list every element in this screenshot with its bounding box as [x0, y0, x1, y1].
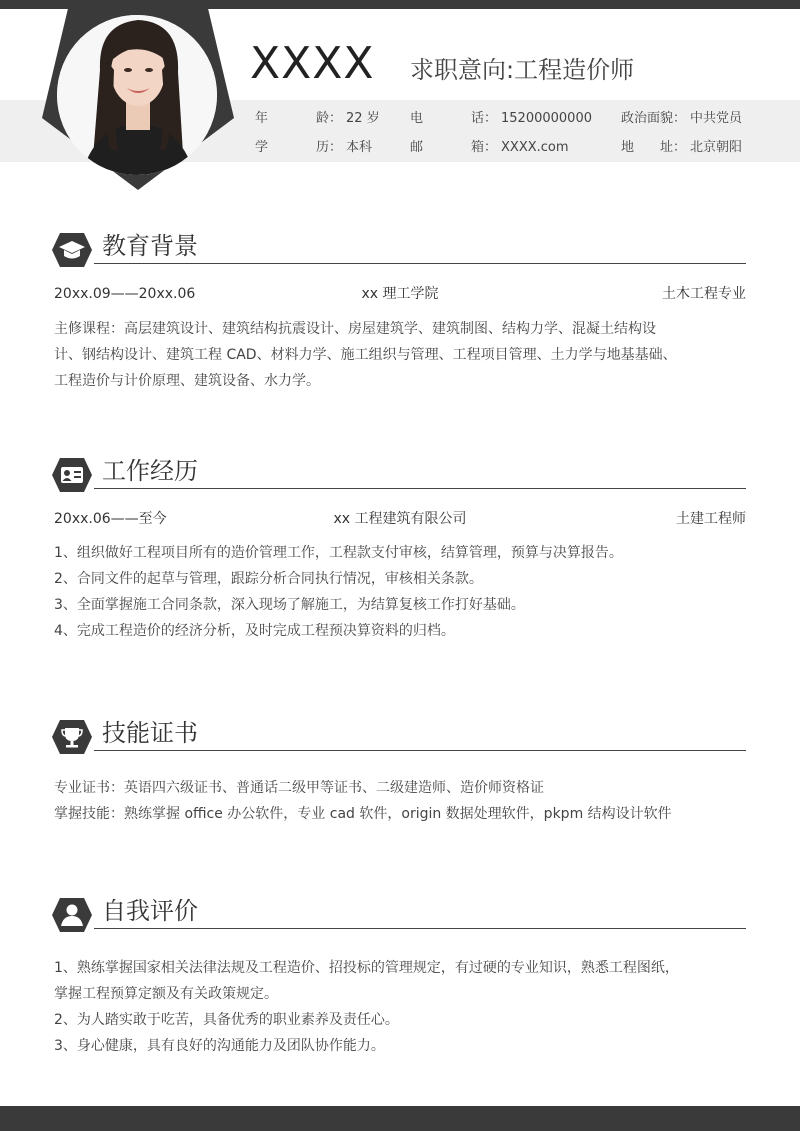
section-work-title: 工作经历	[102, 457, 198, 485]
info-age-value: 22 岁	[346, 111, 380, 126]
info-email-label: 邮箱	[410, 140, 484, 155]
section-skills-header	[52, 717, 746, 757]
course-line: 计、钢结构设计、建筑工程 CAD、材料力学、施工组织与管理、工程项目管理、土力学与地基基础、	[54, 347, 677, 363]
self-line: 1、熟练掌握国家相关法律法规及工程造价、招投标的管理规定，有过硬的专业知识，熟悉工程图纸，	[54, 960, 679, 976]
section-self-title: 自我评价	[102, 897, 198, 925]
info-education-label: 学历	[255, 140, 329, 155]
work-period: 20xx.06——至今	[54, 511, 167, 527]
bottom-bar	[0, 1106, 800, 1131]
info-email: 邮箱： XXXX.com	[410, 140, 569, 155]
duty-item: 4、完成工程造价的经济分析，及时完成工程预决算资料的归档。	[54, 623, 455, 639]
job-intent-label: 求职意向:	[410, 56, 515, 84]
person-icon	[52, 898, 92, 932]
section-divider	[94, 488, 746, 490]
skills-line: 专业证书：英语四六级证书、普通话二级甲等证书、二级建造师、造价师资格证	[54, 780, 544, 796]
avatar	[38, 0, 238, 192]
section-divider	[94, 263, 746, 265]
info-address-value: 北京朝阳	[690, 140, 743, 155]
skills-line: 掌握技能：熟练掌握 office 办公软件，专业 cad 软件，origin 数据处理软件，pkpm 结构设计软件	[54, 806, 672, 822]
education-period: 20xx.09——20xx.06	[54, 286, 196, 302]
section-divider	[94, 928, 746, 930]
duty-item: 3、全面掌握施工合同条款，深入现场了解施工，为结算复核工作打好基础。	[54, 597, 525, 613]
info-political: 政治面貌： 中共党员	[621, 111, 743, 126]
work-position: 土建工程师	[676, 511, 746, 527]
education-school: xx 理工学院	[361, 286, 439, 302]
trophy-icon	[52, 720, 92, 754]
self-evaluation	[54, 955, 748, 1059]
duty-item: 1、组织做好工程项目所有的造价管理工作，工程款支付审核，结算管理，预算与决算报告。	[54, 545, 623, 561]
job-intent-value: 工程造价师	[514, 56, 635, 84]
info-address-label: 地址	[621, 140, 673, 155]
info-phone-value: 15200000000	[501, 111, 592, 126]
info-email-value: XXXX.com	[501, 140, 569, 155]
section-divider	[94, 750, 746, 752]
duty-item: 2、合同文件的起草与管理，跟踪分析合同执行情况，审核相关条款。	[54, 571, 483, 587]
id-card-icon	[52, 458, 92, 492]
info-political-label: 政治面貌	[621, 111, 674, 126]
candidate-name: XXXX	[250, 38, 375, 89]
section-skills-title: 技能证书	[102, 719, 198, 747]
info-address: 地址： 北京朝阳	[621, 140, 743, 155]
job-intent	[410, 58, 634, 82]
info-education: 学历： 本科	[255, 140, 373, 155]
photo-frame	[38, 0, 238, 192]
graduation-cap-icon	[52, 233, 92, 267]
self-line: 2、为人踏实敢于吃苦，具备优秀的职业素养及责任心。	[54, 1012, 399, 1028]
skills-content	[54, 775, 748, 827]
section-self-header	[52, 895, 746, 935]
info-education-value: 本科	[346, 140, 373, 155]
section-education-header	[52, 230, 746, 270]
course-line: 工程造价与计价原理、建筑设备、水力学。	[54, 373, 320, 389]
work-company: xx 工程建筑有限公司	[333, 511, 467, 527]
education-courses	[54, 316, 748, 394]
info-age-label: 年龄	[255, 111, 329, 126]
section-work-header	[52, 455, 746, 495]
work-duties	[54, 540, 748, 644]
self-line: 3、身心健康，具有良好的沟通能力及团队协作能力。	[54, 1038, 385, 1054]
info-political-value: 中共党员	[690, 111, 743, 126]
info-age: 年龄： 22 岁	[255, 111, 380, 126]
education-major: 土木工程专业	[662, 286, 746, 302]
section-education-title: 教育背景	[102, 232, 198, 260]
self-line: 掌握工程预算定额及有关政策规定。	[54, 986, 278, 1002]
course-line: 主修课程：高层建筑设计、建筑结构抗震设计、房屋建筑学、建筑制图、结构力学、混凝土结构设	[54, 321, 656, 337]
info-phone-label: 电话	[410, 111, 484, 126]
info-phone: 电话： 15200000000	[410, 111, 592, 126]
